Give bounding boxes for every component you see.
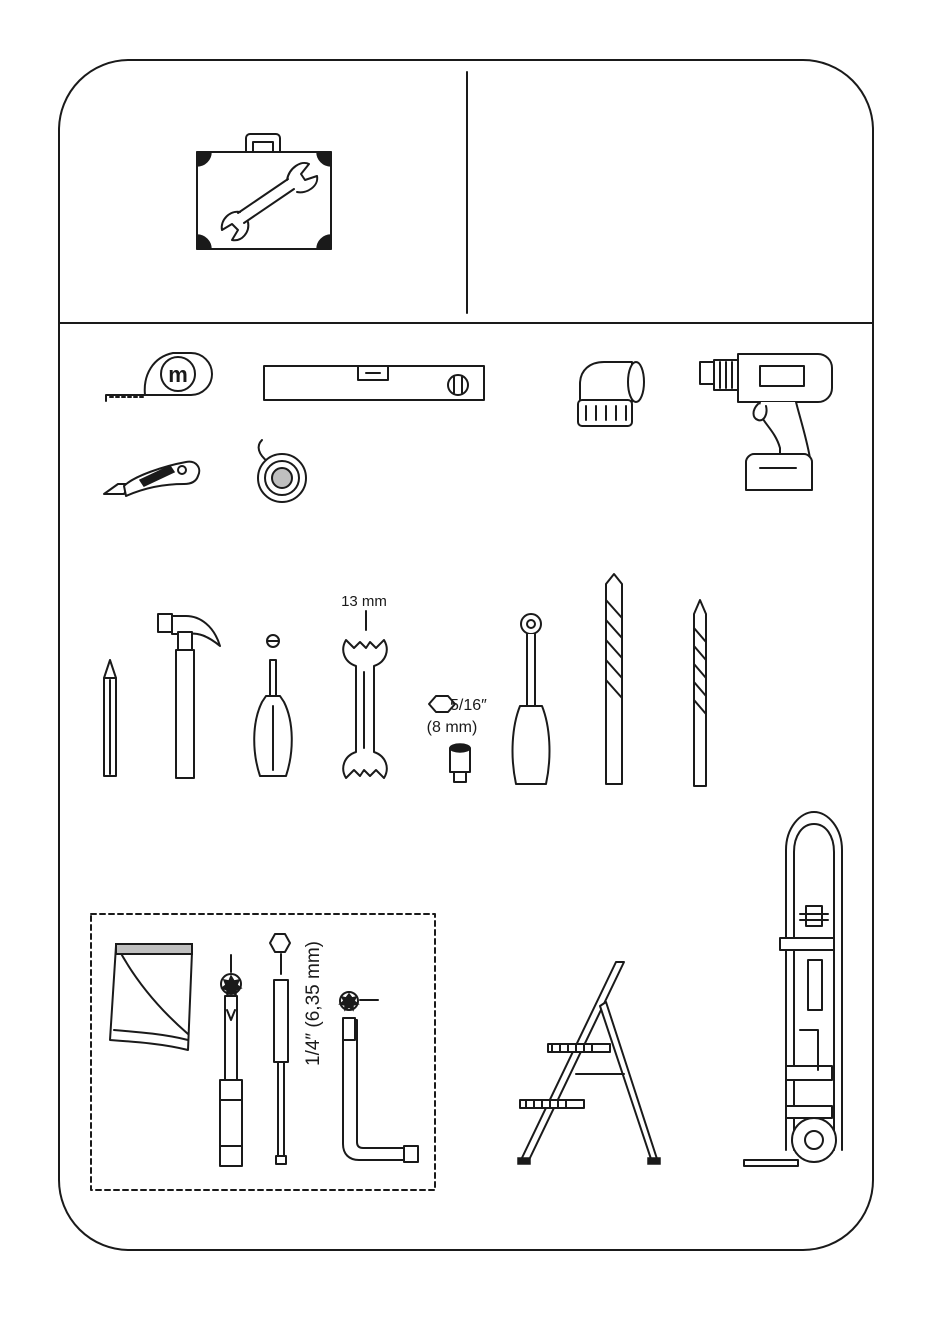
pencil-icon [104,660,116,776]
hex-bit-size-label: 1/4″ (6,35 mm) [303,941,324,1066]
tape-unit-label: m [168,362,188,387]
hammer-icon [158,614,220,778]
socket-size-label: 5/16″ [450,697,487,714]
torx-bit-icon [220,955,242,1166]
sealing-tape-icon [258,440,306,502]
spirit-level-icon [264,366,484,400]
utility-knife-icon [104,462,199,496]
wrench-size-label: 13 mm [341,593,387,610]
masonry-drill-bit-icon [606,574,622,784]
hand-truck-icon [744,812,842,1166]
parts-bag-icon [110,944,192,1050]
torx-key-icon [340,992,418,1162]
hex-bit-holder-icon [270,934,324,1164]
step-ladder-icon [518,962,660,1164]
toolbox-icon [197,134,331,249]
drill-bit-icon [694,600,706,786]
tape-measure-icon [106,353,212,401]
open-end-wrench-icon [341,593,387,778]
cordless-drill-icon [700,354,832,490]
ratchet-icon [513,614,550,784]
socket-mm-label: (8 mm) [426,719,478,736]
pipe-elbow-icon [578,362,644,426]
socket-icon [427,696,487,782]
flat-screwdriver-icon [254,635,292,776]
